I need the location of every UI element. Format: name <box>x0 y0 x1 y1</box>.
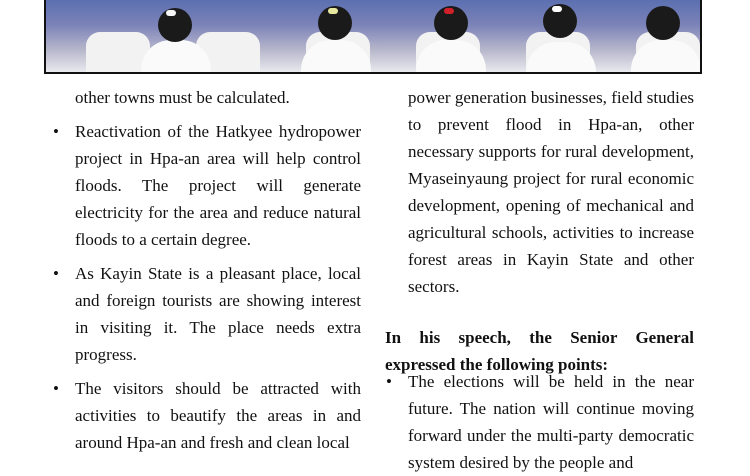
left-continuation: other towns must be calculated. <box>75 88 290 107</box>
list-item: • The visitors should be attracted with activities to beautify the areas in and around Hpa-an and fresh and clean local <box>75 375 361 456</box>
right-continuation: power generation businesses, field studies to prevent flood in Hpa-an, other necessary supports for rural development, Myaseinyaung project for rural economic development, opening of mechanical and agricultural schools, activities to increase forest areas in Kayin State and other sectors. <box>408 88 694 296</box>
hair-flower <box>328 8 338 14</box>
list-item: • As Kayin State is a pleasant place, local and foreign tourists are showing interest in visiting it. The place needs extra progress. <box>75 260 361 368</box>
list-item: • Reactivation of the Hatkyee hydropower project in Hpa-an area will help control floods. The project will generate electricity for the area and reduce natural floods to a certain degree. <box>75 118 361 253</box>
hair-flower <box>552 6 562 12</box>
section-heading: In his speech, the Senior General expressed the following points: <box>385 328 694 374</box>
right-column <box>408 84 694 300</box>
list-item: • The elections will be held in the near future. The nation will continue moving forward under the multi-party democratic system desired by the people and <box>408 368 694 476</box>
left-column <box>75 84 361 456</box>
attendee-head <box>646 6 680 40</box>
hair-flower <box>166 10 176 16</box>
hair-flower <box>444 8 454 14</box>
event-photo <box>44 0 702 74</box>
